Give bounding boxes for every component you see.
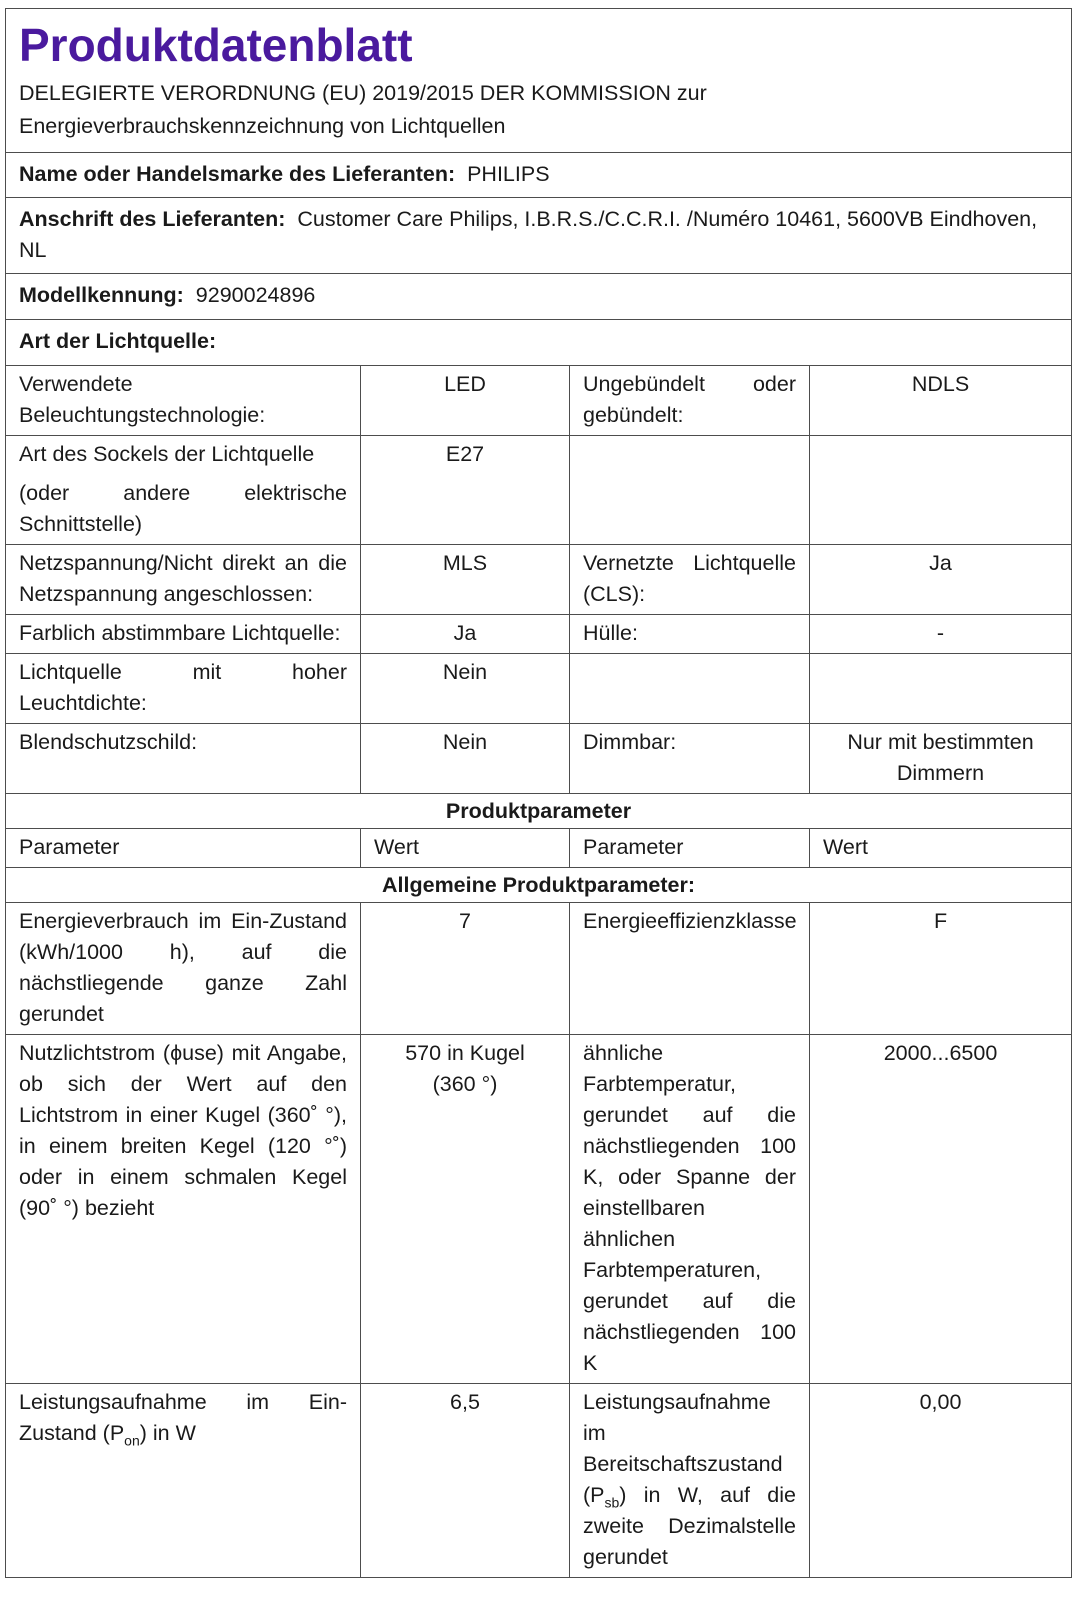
- cell-label: Vernetzte Lichtquelle (CLS):: [570, 545, 810, 615]
- product-parameters-heading: Produktparameter: [6, 794, 1072, 829]
- model-value: 9290024896: [195, 283, 316, 307]
- cell-label: Dimmbar:: [570, 724, 810, 794]
- cell-value: 2000...6500: [810, 1035, 1072, 1384]
- regulation-line-2: Energieverbrauchskennzeichnung von Lichtquellen: [19, 114, 506, 138]
- table-row: [6, 724, 1072, 794]
- cell-value: Nein: [361, 724, 570, 794]
- cell-value: Ja: [810, 545, 1072, 615]
- cell-value: 0,00: [810, 1384, 1072, 1578]
- page-title: Produktdatenblatt: [19, 19, 413, 71]
- cell-label: ähnliche Farbtemperatur, gerundet auf die nächstliegenden 100 K, oder Spanne der einstellbaren ähnlichen Farbtemperaturen, gerundet auf die nächstliegenden 100 K: [570, 1035, 810, 1384]
- cell-label: Netzspannung/Nicht direkt an die Netzspannung angeschlossen:: [6, 545, 361, 615]
- table-row: [6, 366, 1072, 436]
- socket-label-line: Art des Sockels der Lichtquelle: [19, 442, 315, 466]
- section-heading-row: [6, 868, 1072, 903]
- model-row: [6, 274, 1072, 320]
- supplier-name-row: [6, 153, 1072, 198]
- power-on-label-pre: Leistungsaufnahme im Ein-Zustand (P: [19, 1390, 347, 1445]
- cell-label: Ungebündelt oder gebündelt:: [570, 366, 810, 436]
- cell-label: [6, 1384, 361, 1578]
- light-source-type-row: [6, 320, 1072, 366]
- column-header-parameter: Parameter: [570, 829, 810, 868]
- cell-label: Hülle:: [570, 615, 810, 654]
- cell-label: Blendschutzschild:: [6, 724, 361, 794]
- table-row: [6, 654, 1072, 724]
- table-row: [6, 436, 1072, 545]
- table-row: [6, 1035, 1072, 1384]
- cell-value: MLS: [361, 545, 570, 615]
- column-header-value: Wert: [361, 829, 570, 868]
- supplier-address-row: [6, 198, 1072, 274]
- data-sheet-table: [5, 8, 1072, 1578]
- table-row: [6, 545, 1072, 615]
- supplier-name-label: Name oder Handelsmarke des Lieferanten:: [19, 162, 456, 186]
- cell-value: NDLS: [810, 366, 1072, 436]
- header-row: [6, 9, 1072, 153]
- cell-label: Energieeffizienzklasse: [570, 903, 810, 1035]
- cell-value: 570 in Kugel (360 °): [361, 1035, 570, 1384]
- power-standby-label-sub: sb: [604, 1494, 620, 1511]
- cell-value: Ja: [361, 615, 570, 654]
- column-header-row: [6, 829, 1072, 868]
- light-source-type-label: Art der Lichtquelle:: [6, 320, 1072, 366]
- cell-value: F: [810, 903, 1072, 1035]
- supplier-address-label: Anschrift des Lieferanten:: [19, 207, 286, 231]
- power-standby-label-pre: Leistungsaufnahme im Bereitschaftszustand (P: [583, 1390, 783, 1507]
- section-heading-row: [6, 794, 1072, 829]
- power-standby-label-post: ) in W, auf die zweite Dezimalstelle gerundet: [583, 1483, 796, 1569]
- cell-value: 6,5: [361, 1384, 570, 1578]
- power-on-label-sub: on: [124, 1432, 140, 1449]
- cell-label: Energieverbrauch im Ein-Zustand (kWh/1000 h), auf die nächstliegende ganze Zahl gerundet: [6, 903, 361, 1035]
- cell-label: [570, 654, 810, 724]
- product-data-sheet: [5, 8, 1071, 1578]
- table-row: [6, 615, 1072, 654]
- column-header-parameter: Parameter: [6, 829, 361, 868]
- cell-label: [570, 436, 810, 545]
- cell-label: Farblich abstimmbare Lichtquelle:: [6, 615, 361, 654]
- cell-label: Verwendete Beleuchtungstechnologie:: [6, 366, 361, 436]
- regulation-line-1: DELEGIERTE VERORDNUNG (EU) 2019/2015 DER KOMMISSION zur: [19, 81, 707, 105]
- general-parameters-heading: Allgemeine Produktparameter:: [6, 868, 1072, 903]
- model-label: Modellkennung:: [19, 283, 184, 307]
- cell-value: E27: [361, 436, 570, 545]
- cell-label: [570, 1384, 810, 1578]
- cell-value: Nein: [361, 654, 570, 724]
- supplier-name-value: PHILIPS: [467, 162, 550, 186]
- cell-value: LED: [361, 366, 570, 436]
- socket-label-note: (oder andere elektrische Schnittstelle): [19, 481, 347, 536]
- cell-label: [6, 436, 361, 545]
- cell-value: [810, 436, 1072, 545]
- table-row: [6, 1384, 1072, 1578]
- cell-value: Nur mit bestimmten Dimmern: [810, 724, 1072, 794]
- cell-label: Lichtquelle mit hoher Leuchtdichte:: [6, 654, 361, 724]
- cell-value: 7: [361, 903, 570, 1035]
- cell-value: -: [810, 615, 1072, 654]
- cell-value: [810, 654, 1072, 724]
- power-on-label-post: ) in W: [139, 1421, 196, 1445]
- table-row: [6, 903, 1072, 1035]
- cell-label: Nutzlichtstrom (ϕuse) mit Angabe, ob sich der Wert auf den Lichtstrom in einer Kugel (360˚ °), in einem breiten Kegel (120 °˚) oder in einem schmalen Kegel (90˚ °) bezieht: [6, 1035, 361, 1384]
- column-header-value: Wert: [810, 829, 1072, 868]
- supplier-address-value: Customer Care Philips, I.B.R.S./C.C.R.I. /Numéro 10461, 5600VB Eindhoven, NL: [19, 207, 1038, 262]
